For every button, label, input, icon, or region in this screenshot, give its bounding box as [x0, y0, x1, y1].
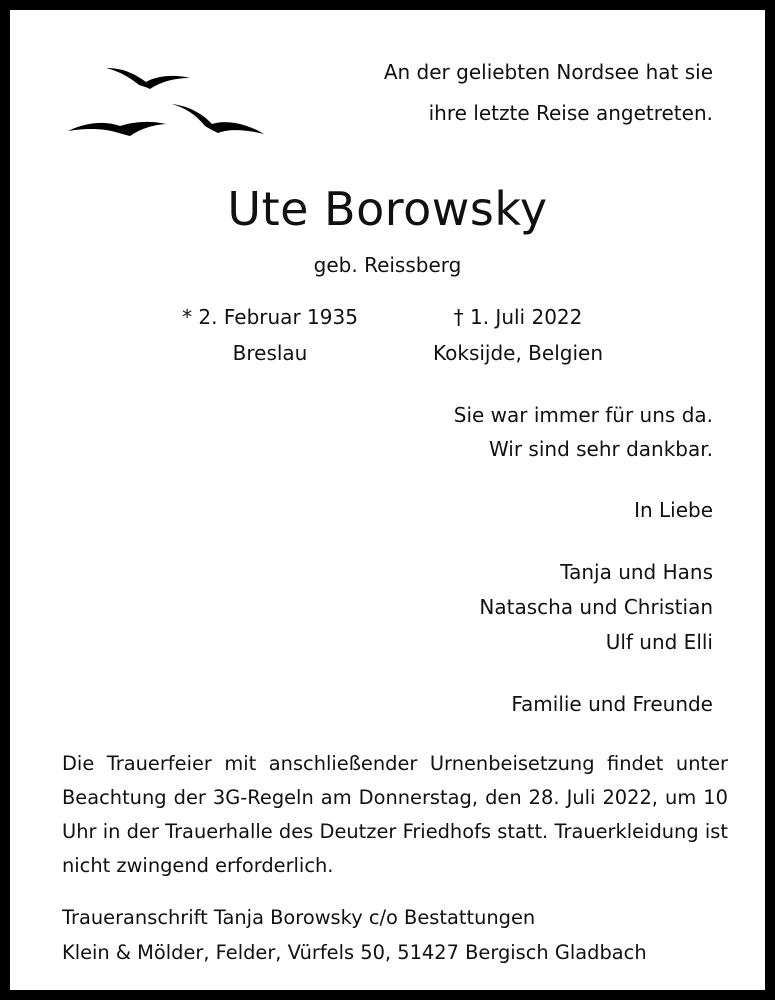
- tribute-line-1: Sie war immer für uns da.: [453, 403, 713, 427]
- address-line-2: Klein & Mölder, Felder, Vürfels 50, 51427 Bergisch Gladbach: [62, 941, 647, 964]
- mourner-name: Natascha und Christian: [479, 595, 713, 619]
- address-line-1: Traueranschrift Tanja Borowsky c/o Bestattungen: [62, 906, 536, 929]
- family-line: Familie und Freunde: [511, 692, 713, 716]
- death-place: Koksijde, Belgien: [433, 341, 603, 365]
- flying-seagulls-icon: [62, 58, 272, 146]
- closing-line: In Liebe: [634, 498, 713, 522]
- birth-date: * 2. Februar 1935: [182, 305, 358, 329]
- ceremony-paragraph: Die Trauerfeier mit anschließender Urnenbeisetzung findet unter Beachtung der 3G-Regeln am Donnerstag, den 28. Juli 2022, um 10 Uhr in der Trauerhalle des Deutzer Friedhofs statt. Trauerkleidung ist nicht zwingend erforderlich.: [62, 752, 728, 877]
- birth-place: Breslau: [232, 341, 308, 365]
- seagull-icon: [172, 104, 264, 134]
- death-date: † 1. Juli 2022: [453, 305, 583, 329]
- deceased-name: Ute Borowsky: [227, 182, 548, 236]
- mourner-name: Ulf und Elli: [605, 630, 713, 654]
- birth-name: geb. Reissberg: [313, 253, 462, 277]
- motto-line-1: An der geliebten Nordsee hat sie: [383, 60, 713, 84]
- seagull-icon: [106, 68, 190, 89]
- seagull-icon: [68, 122, 166, 136]
- mourner-name: Tanja und Hans: [560, 560, 713, 584]
- tribute-line-2: Wir sind sehr dankbar.: [488, 437, 713, 461]
- motto-line-2: ihre letzte Reise angetreten.: [428, 101, 713, 125]
